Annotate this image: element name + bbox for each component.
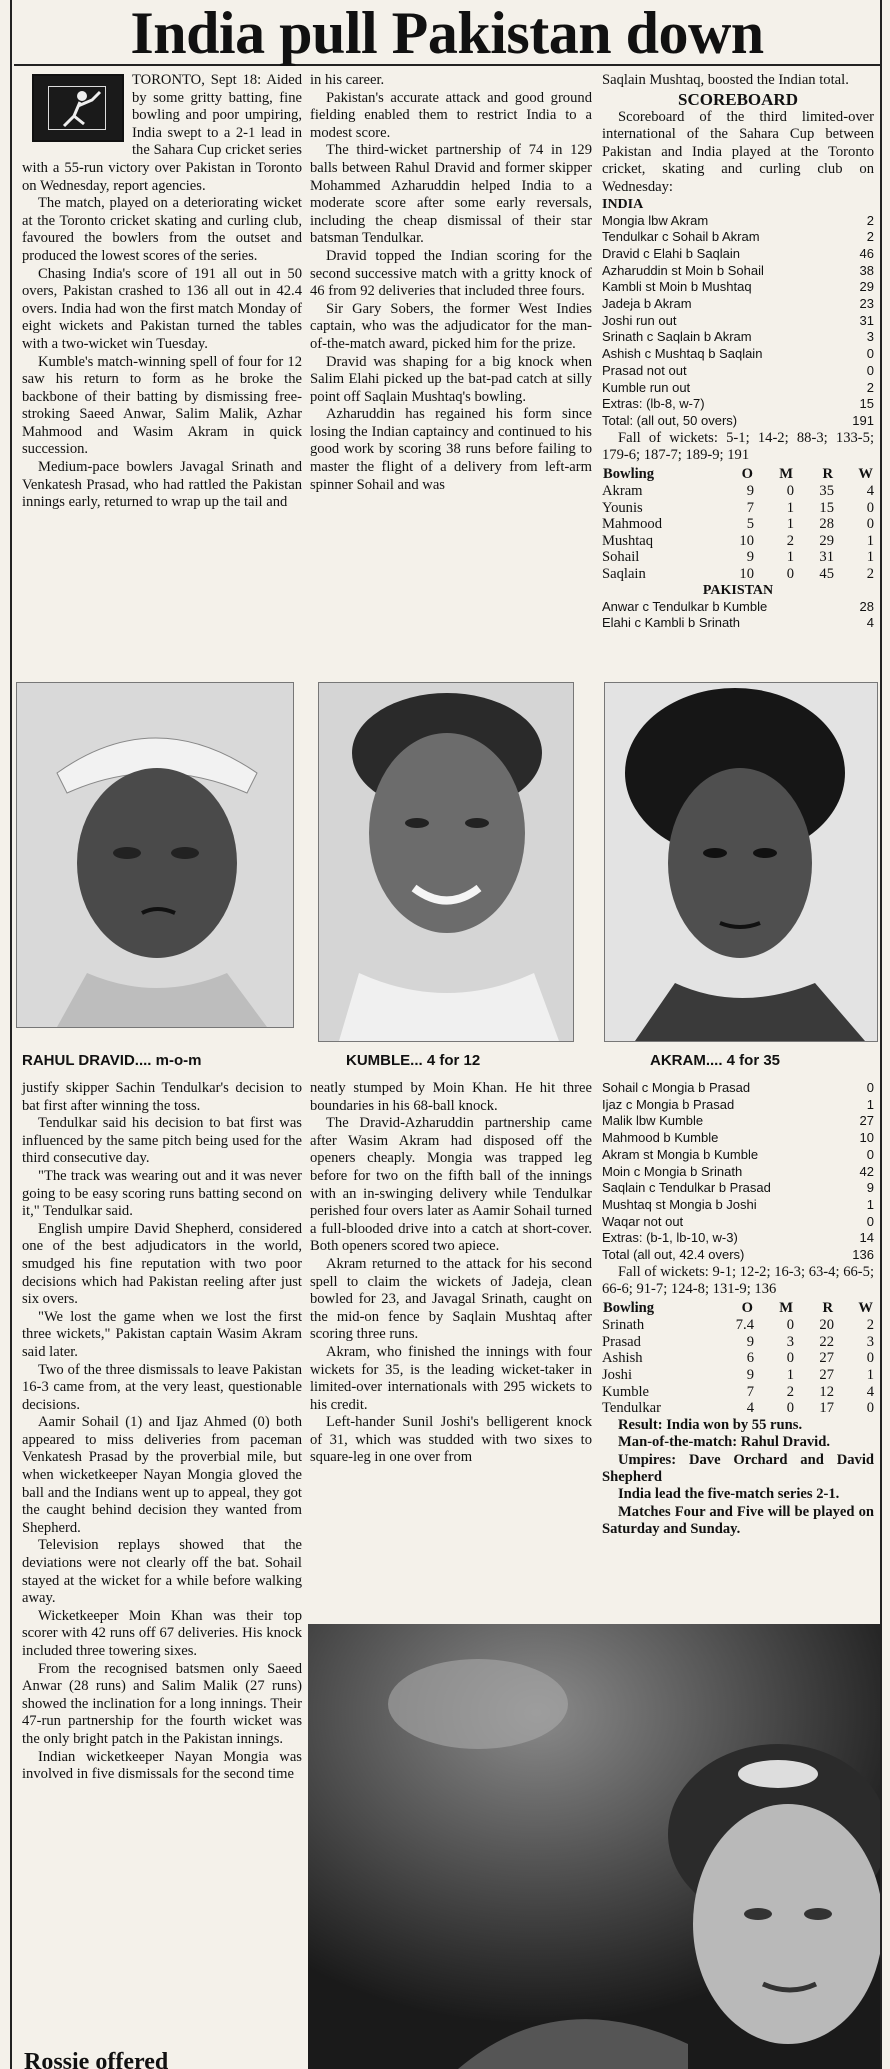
article-paragraph: "We lost the game when we lost the first three wickets," Pakistan captain Wasim Akram said later. [22, 1308, 302, 1360]
batting-row [602, 1247, 874, 1264]
bowling-figure: 4 [746, 1400, 754, 1417]
pakistan-fall-of-wickets: Fall of wickets: 9-1; 12-2; 16-3; 63-4; 66-5; 66-6; 91-7; 124-8; 131-9; 136 [602, 1263, 874, 1298]
bowling-row [602, 1367, 874, 1384]
batting-row [602, 1230, 874, 1247]
article-column-2-bottom [310, 1080, 592, 1467]
sports-logo-icon [32, 74, 124, 142]
batsman-dismissal: Sohail c Mongia b Prasad [602, 1080, 751, 1095]
bowling-figure: 0 [786, 483, 794, 500]
bowling-header: W [858, 1299, 873, 1316]
scoreboard-top [602, 72, 874, 632]
article-paragraph: Saqlain Mushtaq, boosted the Indian total. [602, 72, 849, 88]
bowler-name: Younis [602, 499, 643, 516]
bowling-figure: 4 [866, 1383, 874, 1400]
match-result: Result: India won by 55 runs. [618, 1416, 803, 1433]
batsman-runs: 29 [859, 279, 874, 295]
team-label-pakistan: PAKISTAN [702, 582, 774, 598]
article-paragraph: The Dravid-Azharuddin partnership came after Wasim Akram had disposed off the openers cheaply. Mongia was trapped leg before for two on the fifth ball of the innings with an in-swinging delivery while Tendulkar perished four overs later as Aamir Sohail turned a full-blooded drive into a catch at short-cover. Both openers scored two apiece. [310, 1115, 592, 1255]
batting-row [602, 1197, 874, 1214]
bowling-header: R [822, 465, 833, 482]
article-column-1-bottom [22, 1080, 302, 1784]
bowler-name: Joshi [602, 1366, 633, 1383]
article-paragraph: Kumble's match-winning spell of four for 12 saw his return to form as he broke the backbone of their batting by dismissing free-stroking Saeed Anwar, Salim Malik, Azhar Mahmood and Wasim Akram in quick succession. [22, 353, 302, 458]
bowling-row [602, 1384, 874, 1401]
bowling-figure: 35 [819, 483, 834, 500]
bowling-header: W [858, 465, 873, 482]
bowling-figure: 15 [819, 499, 834, 516]
bowling-figure: 0 [866, 499, 874, 516]
bowling-figure: 0 [866, 1350, 874, 1367]
bowling-figure: 28 [819, 516, 834, 533]
bowling-figure: 2 [866, 566, 874, 583]
bowling-figure: 3 [866, 1333, 874, 1350]
bowling-figure: 7.4 [735, 1317, 754, 1334]
bowling-header: O [741, 1299, 753, 1316]
pakistan-batting-list-bottom [602, 1080, 874, 1264]
batting-row [602, 263, 874, 280]
bowling-figure: 0 [786, 1350, 794, 1367]
batsman-runs: 0 [866, 1146, 874, 1162]
batting-row [602, 1113, 874, 1130]
bowling-figure: 3 [786, 1333, 794, 1350]
batsman-dismissal: Ijaz c Mongia b Prasad [602, 1096, 735, 1112]
bowler-name: Sohail [602, 549, 640, 566]
batsman-dismissal: Joshi run out [602, 312, 677, 328]
batting-row [602, 296, 874, 313]
man-of-the-match: Man-of-the-match: Rahul Dravid. [618, 1434, 830, 1451]
bowler-name: Srinath [602, 1317, 645, 1334]
article-paragraph: Azharuddin has regained his form since losing the Indian captaincy and continued to his good work by scoring 38 runs before failing to master the flight of a delivery from left-arm spinner Sohail and was [310, 406, 592, 493]
bowling-figure: 27 [819, 1366, 834, 1383]
batsman-dismissal: Total (all out, 42.4 overs) [602, 1247, 745, 1263]
bowler-name: Tendulkar [602, 1400, 661, 1417]
bowling-figure: 29 [819, 532, 834, 549]
batting-row [602, 1097, 874, 1114]
batting-row [602, 615, 874, 632]
batting-row [602, 1214, 874, 1231]
bowling-row [602, 533, 874, 550]
batsman-runs: 14 [859, 1230, 874, 1246]
bowling-row [602, 1334, 874, 1351]
batsman-dismissal: Elahi c Kambli b Srinath [602, 615, 741, 631]
photo-akram [604, 682, 878, 1042]
bowling-figure: 1 [866, 1366, 874, 1383]
bowling-figure: 9 [746, 483, 754, 500]
batsman-runs: 46 [859, 245, 874, 261]
bowling-figure: 1 [786, 499, 794, 516]
batsman-runs: 0 [866, 346, 874, 362]
batsman-dismissal: Prasad not out [602, 362, 687, 378]
batsman-runs: 9 [866, 1180, 874, 1196]
bowling-figure: 0 [786, 1317, 794, 1334]
batting-row [602, 1147, 874, 1164]
bowling-figure: 0 [786, 1400, 794, 1417]
article-paragraph: Pakistan's accurate attack and good ground fielding enabled them to restrict India to a modest score. [310, 89, 592, 141]
series-status: India lead the five-match series 2-1. [618, 1486, 840, 1503]
article-paragraph: Wicketkeeper Moin Khan was their top scorer with 42 runs off 67 deliveries. His knock included three towering sixes. [22, 1607, 302, 1659]
batsman-dismissal: Dravid c Elahi b Saqlain [602, 245, 741, 261]
batsman-dismissal: Mushtaq st Mongia b Joshi [602, 1196, 757, 1212]
batting-row [602, 380, 874, 397]
batsman-runs: 38 [859, 262, 874, 278]
column-rule [880, 0, 882, 2069]
batsman-runs: 0 [866, 1080, 874, 1095]
article-paragraph: Left-hander Sunil Joshi's belligerent knock of 31, which was studded with two sixes to square-leg in one over from [310, 1414, 592, 1466]
bowling-figure: 20 [819, 1317, 834, 1334]
batsman-dismissal: Azharuddin st Moin b Sohail [602, 262, 764, 278]
bowling-figure: 10 [739, 532, 754, 549]
bowling-header: O [741, 465, 753, 482]
bowling-figure: 2 [866, 1317, 874, 1334]
article-column-1-top [22, 72, 302, 512]
bowling-header: R [822, 1299, 833, 1316]
article-paragraph: "The track was wearing out and it was never going to be easy scoring runs batting second on it," Tendulkar said. [22, 1167, 302, 1220]
batsman-runs: 0 [866, 362, 874, 378]
batsman-runs: 27 [859, 1113, 874, 1129]
bowling-figure: 12 [819, 1383, 834, 1400]
batsman-dismissal: Extras: (b-1, lb-10, w-3) [602, 1230, 738, 1246]
bowling-figure: 0 [786, 566, 794, 583]
batsman-dismissal: Jadeja b Akram [602, 296, 692, 312]
bowling-figure: 22 [819, 1333, 834, 1350]
bowling-row [602, 500, 874, 517]
batsman-runs: 28 [859, 598, 874, 614]
batsman-dismissal: Moin c Mongia b Srinath [602, 1163, 743, 1179]
bowling-figure: 6 [746, 1350, 754, 1367]
bowling-figure: 0 [866, 516, 874, 533]
batsman-dismissal: Akram st Mongia b Kumble [602, 1146, 759, 1162]
batsman-dismissal: Srinath c Saqlain b Akram [602, 329, 752, 345]
bowling-figure: 17 [819, 1400, 834, 1417]
batting-row [602, 229, 874, 246]
batsman-runs: 23 [859, 296, 874, 312]
batting-row [602, 279, 874, 296]
bowler-name: Prasad [602, 1333, 641, 1350]
india-fall-of-wickets: Fall of wickets: 5-1; 14-2; 88-3; 133-5; 179-6; 187-7; 189-9; 191 [602, 429, 874, 464]
batsman-runs: 0 [866, 1213, 874, 1229]
india-batting-list [602, 213, 874, 430]
bowling-header: Bowling [603, 465, 655, 482]
batsman-runs: 31 [859, 312, 874, 328]
column-rule [10, 0, 12, 2069]
bowling-row [602, 1350, 874, 1367]
bowling-row [602, 1317, 874, 1334]
article-paragraph: in his career. [310, 72, 385, 88]
batting-row [602, 413, 874, 430]
article-column-2-top [310, 72, 592, 494]
batting-row [602, 313, 874, 330]
batsman-dismissal: Waqar not out [602, 1213, 684, 1229]
batsman-dismissal: Kumble run out [602, 379, 691, 395]
batsman-runs: 15 [859, 396, 874, 412]
batting-row [602, 396, 874, 413]
batsman-runs: 2 [866, 379, 874, 395]
scoreboard-title: SCOREBOARD [678, 89, 798, 109]
bowling-figure: 31 [819, 549, 834, 566]
article-paragraph: Aamir Sohail (1) and Ijaz Ahmed (0) both appeared to miss deliveries from paceman Venkatesh Prasad by the proverbial mile, but when wicketkeeper Nayan Mongia gloved the ball and the Indians went up to appeal, they got the caught behind decision they wanted from Shepherd. [22, 1414, 302, 1536]
article-paragraph: Medium-pace bowlers Javagal Srinath and Venkatesh Prasad, who had rattled the Pakistan innings early, returned to wrap up the tail and [22, 459, 302, 511]
article-paragraph: Television replays showed that the deviations were not clearly off the bat. Sohail stayed at the wicket for a while before walking away. [22, 1537, 302, 1607]
bowling-header: Bowling [603, 1299, 655, 1316]
bowler-name: Saqlain [602, 566, 646, 583]
bowling-figure: 2 [786, 532, 794, 549]
pakistan-bowling-table [602, 465, 874, 583]
batsman-runs: 2 [866, 229, 874, 245]
bowler-name: Kumble [602, 1383, 650, 1400]
headline: India pull Pakistan down [14, 2, 880, 66]
batsman-runs: 3 [866, 329, 874, 345]
batting-row [602, 213, 874, 230]
batsman-runs: 1 [866, 1196, 874, 1212]
bowling-row [602, 549, 874, 566]
batting-row [602, 346, 874, 363]
bowling-figure: 1 [866, 532, 874, 549]
bowling-figure: 1 [786, 1366, 794, 1383]
bowling-figure: 9 [746, 549, 754, 566]
article-paragraph: Dravid topped the Indian scoring for the second successive match with a gritty knock of 46 from 92 deliveries that included three fours. [310, 247, 592, 300]
bowling-figure: 9 [746, 1366, 754, 1383]
india-bowling-table [602, 1299, 874, 1417]
batsman-dismissal: Malik lbw Kumble [602, 1113, 704, 1129]
bowling-figure: 5 [746, 516, 754, 533]
article-paragraph: Akram returned to the attack for his second spell to claim the wickets of Jadeja, clean bowled for 23, and Javagal Srinath, caught on the mid-on fence by Saqlain Mushtaq after scoring three runs. [310, 1255, 592, 1343]
bowling-row [602, 483, 874, 500]
article-paragraph: From the recognised batsmen only Saeed Anwar (28 runs) and Salim Malik (27 runs) showed the inclination for a long innings. Their 47-run partnership for the fourth wicket was the only bright patch in the Pakistan innings. [22, 1660, 302, 1747]
batsman-runs: 2 [866, 212, 874, 228]
article-paragraph: English umpire David Shepherd, considered one of the best adjudicators in the world, smudged his fine reputation with two poor decisions which had Pakistan reeling after just six overs. [22, 1220, 302, 1308]
next-matches: Matches Four and Five will be played on Saturday and Sunday. [602, 1503, 874, 1538]
bowling-figure: 45 [819, 566, 834, 583]
batsman-dismissal: Tendulkar c Sohail b Akram [602, 229, 760, 245]
batsman-runs: 136 [852, 1247, 874, 1263]
bowling-figure: 10 [739, 566, 754, 583]
umpires: Umpires: Dave Orchard and David Shepherd [602, 1451, 874, 1485]
batting-row [602, 363, 874, 380]
bowling-header: M [779, 1299, 793, 1316]
bowling-figure: 7 [746, 1383, 754, 1400]
caption-akram: AKRAM.... 4 for 35 [650, 1052, 781, 1069]
bowling-row [602, 516, 874, 533]
caption-kumble: KUMBLE... 4 for 12 [346, 1052, 481, 1069]
batting-row [602, 1080, 874, 1097]
bowling-figure: 4 [866, 483, 874, 500]
batting-row [602, 329, 874, 346]
batsman-runs: 191 [852, 413, 874, 428]
article-paragraph: justify skipper Sachin Tendulkar's decision to bat first after winning the toss. [22, 1080, 302, 1114]
article-paragraph: Sir Gary Sobers, the former West Indies captain, who was the adjudicator for the man-of-the-match award, picked him for the prize. [310, 300, 592, 352]
bowling-figure: 7 [746, 499, 754, 516]
batsman-runs: 4 [866, 615, 874, 631]
bowling-figure: 1 [786, 549, 794, 566]
article-paragraph: Chasing India's score of 191 all out in 50 overs, Pakistan crashed to 136 all out in 42.4 overs. India had won the first match Monday of eight wickets and Pakistan turned the tables with a two-wicket win Tuesday. [22, 265, 302, 352]
batsman-dismissal: Saqlain c Tendulkar b Prasad [602, 1180, 771, 1196]
pakistan-batting-list-top [602, 599, 874, 632]
scoreboard-bottom [602, 1080, 874, 1539]
bowling-figure: 9 [746, 1333, 754, 1350]
bowling-figure: 1 [786, 516, 794, 533]
article-paragraph: Indian wicketkeeper Nayan Mongia was involved in five dismissals for the second time [22, 1748, 302, 1783]
bowling-figure: 27 [819, 1350, 834, 1367]
article-paragraph: The third-wicket partnership of 74 in 129 balls between Rahul Dravid and former skipper Mohammed Azharuddin helped India to a moderate score after some early reversals, including the cheap dismissal of their star batsman Tendulkar. [310, 142, 592, 247]
bowling-row [602, 566, 874, 583]
photo-rahul-dravid [16, 682, 294, 1028]
article-paragraph: Two of the three dismissals to leave Pakistan 16-3 came from, at the very least, questionable decisions. [22, 1361, 302, 1413]
batsman-dismissal: Total: (all out, 50 overs) [602, 413, 738, 428]
next-headline-cut: Rossie offered [24, 2050, 169, 2069]
article-paragraph: TORONTO, Sept 18: Aided by some gritty batting, fine bowling and poor umpiring, India swept to a 2-1 lead in the Sahara Cup cricket series with a 55-run victory over Pakistan in Toronto on Wednesday, report agencies. [22, 72, 302, 194]
batting-row [602, 1130, 874, 1147]
team-label-india: INDIA [602, 196, 644, 212]
bowler-name: Mushtaq [602, 532, 654, 549]
batsman-dismissal: Kambli st Moin b Mushtaq [602, 279, 752, 295]
bowling-figure: 2 [786, 1383, 794, 1400]
bowler-name: Ashish [602, 1350, 643, 1367]
article-paragraph: Akram, who finished the innings with four wickets for 35, is the leading wicket-taker in limited-over internationals with 295 wickets to his credit. [310, 1343, 592, 1413]
caption-dravid: RAHUL DRAVID.... m-o-m [22, 1052, 202, 1069]
bowling-header: M [779, 465, 793, 482]
batting-row [602, 246, 874, 263]
batsman-dismissal: Anwar c Tendulkar b Kumble [602, 598, 768, 614]
photo-bottom-player [308, 1624, 880, 2069]
article-paragraph: The match, played on a deteriorating wicket at the Toronto cricket skating and curling club, favoured the bowlers from the outset and produced the lowest scores of the series. [22, 195, 302, 264]
bowling-row [602, 1400, 874, 1417]
batsman-runs: 1 [866, 1096, 874, 1112]
bowler-name: Mahmood [602, 516, 662, 533]
article-paragraph: Tendulkar said his decision to bat first was influenced by the same pitch being used for the third consecutive day. [22, 1115, 302, 1167]
batsman-dismissal: Extras: (lb-8, w-7) [602, 396, 705, 412]
batting-row [602, 599, 874, 616]
photo-kumble [318, 682, 574, 1042]
batsman-runs: 10 [859, 1130, 874, 1146]
batsman-dismissal: Mongia lbw Akram [602, 212, 709, 228]
article-paragraph: neatly stumped by Moin Khan. He hit three boundaries in his 68-ball knock. [310, 1080, 592, 1114]
bowling-figure: 0 [866, 1400, 874, 1417]
batting-row [602, 1180, 874, 1197]
article-paragraph: Dravid was shaping for a big knock when Salim Elahi picked up the bat-pad catch at silly point off Saqlain Mushtaq's bowling. [310, 353, 592, 405]
batting-row [602, 1164, 874, 1181]
bowling-figure: 1 [866, 549, 874, 566]
scoreboard-intro: Scoreboard of the third limited-over international of the Sahara Cup between Pakistan and India played at the Toronto cricket, skating and curling club on Wednesday: [602, 108, 874, 195]
bowler-name: Akram [602, 483, 643, 500]
batsman-dismissal: Ashish c Mushtaq b Saqlain [602, 346, 763, 362]
batsman-dismissal: Mahmood b Kumble [602, 1130, 719, 1146]
batsman-runs: 42 [859, 1163, 874, 1179]
